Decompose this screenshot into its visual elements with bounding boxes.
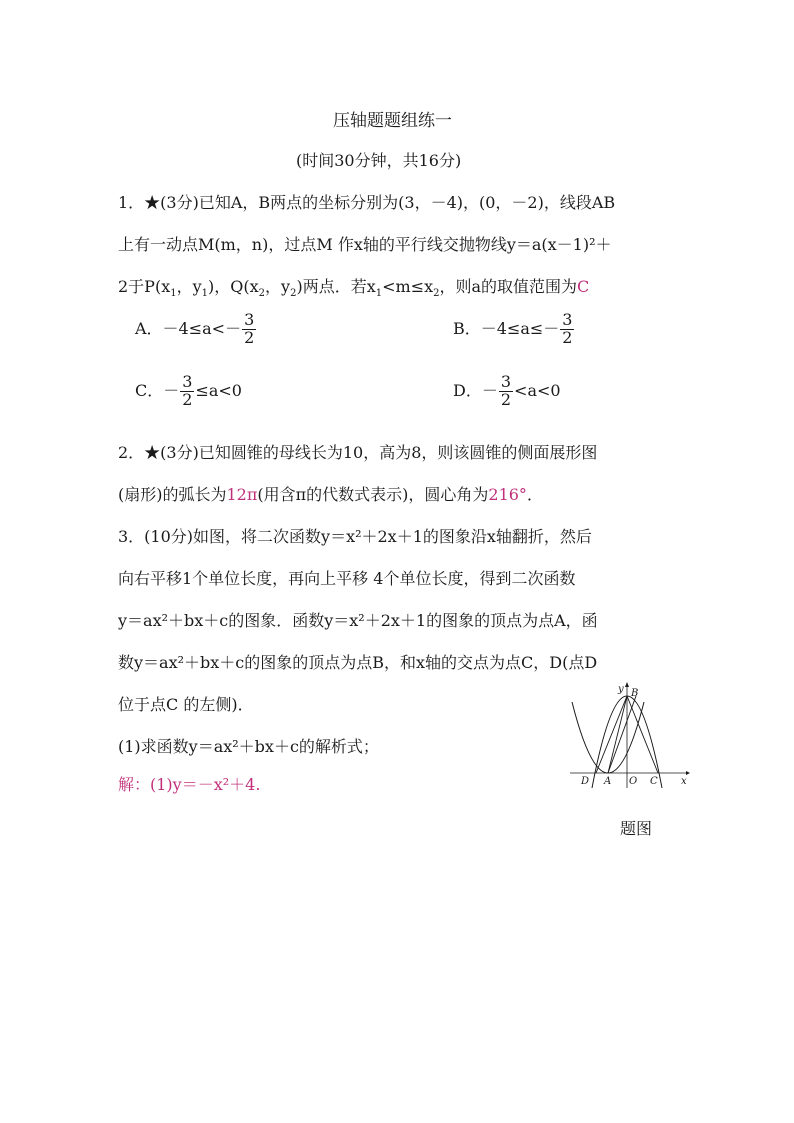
time-note: (时间30分钟，共16分): [296, 151, 462, 170]
parabola-figure: [568, 680, 692, 790]
segment-ab: [608, 696, 627, 773]
q1-line-2: 上有一动点M(m，n)，过点M 作x轴的平行线交抛物线y＝a(x－1)²＋: [118, 235, 612, 254]
q3-line-5: 位于点C 的左侧)．: [118, 695, 254, 714]
q1-line-3: 2于$P(x_1$，$y_1$)，$Q(x_2$，$y_2$)两点．若$x_1<m\le x_2$，则a的取值范围为C: [118, 277, 590, 300]
parabola-upward: [572, 702, 644, 773]
q3-line-1: 3．(10分)如图，将二次函数y＝x²＋2x＋1的图象沿x轴翻折，然后: [118, 527, 592, 546]
label-y: y: [618, 684, 624, 695]
q3-line-2: 向右平移1个单位长度，再向上平移 4个单位长度，得到二次函数: [118, 569, 576, 588]
q3-solution: 解：(1)y＝－x²＋4.: [118, 775, 261, 794]
y-axis-arrow: [625, 682, 629, 687]
q2-answer-arc: 12π: [226, 485, 258, 504]
q1-option-a: A．－4≤a<－ $\frac{3}{2}$: [135, 310, 255, 347]
q3-part-1: (1)求函数y＝ax²＋bx＋c的解析式；: [118, 737, 379, 756]
q3-line-3: y＝ax²＋bx＋c的图象．函数y＝x²＋2x＋1的图象的顶点为点A，函: [118, 611, 598, 630]
q3-line-4: 数y＝ax²＋bx＋c的图象的顶点为点B，和x轴的交点为点C，D(点D: [118, 653, 598, 672]
q1-answer: C: [577, 277, 590, 296]
q2-answer-angle: 216°: [488, 485, 527, 504]
label-c: C: [650, 776, 658, 787]
q2-line-1: 2．★(3分)已知圆锥的母线长为10，高为8，则该圆锥的侧面展形图: [118, 443, 598, 462]
figure-caption: 题图: [620, 819, 653, 838]
q1-option-c: C．－ $\frac{3}{2}$ ≤a<0: [135, 372, 242, 409]
q1-option-b: B．－4≤a≤－ $\frac{3}{2}$: [453, 310, 573, 347]
label-d: D: [581, 776, 590, 787]
q1-option-d: D．－ $\frac{3}{2}$ <a<0: [453, 372, 561, 409]
page-title: 压轴题题组练一: [333, 111, 452, 131]
x-axis-arrow: [686, 771, 690, 775]
label-a: A: [604, 776, 612, 787]
label-o: O: [629, 776, 638, 787]
q1-line-1: 1．★(3分)已知A，B两点的坐标分别为(3，－4)，(0，－2)，线段AB: [118, 193, 616, 212]
q2-line-2: (扇形)的弧长为12π(用含π的代数式表示)，圆心角为216°．: [118, 485, 543, 504]
label-x: x: [681, 776, 687, 787]
label-b: B: [631, 688, 639, 699]
